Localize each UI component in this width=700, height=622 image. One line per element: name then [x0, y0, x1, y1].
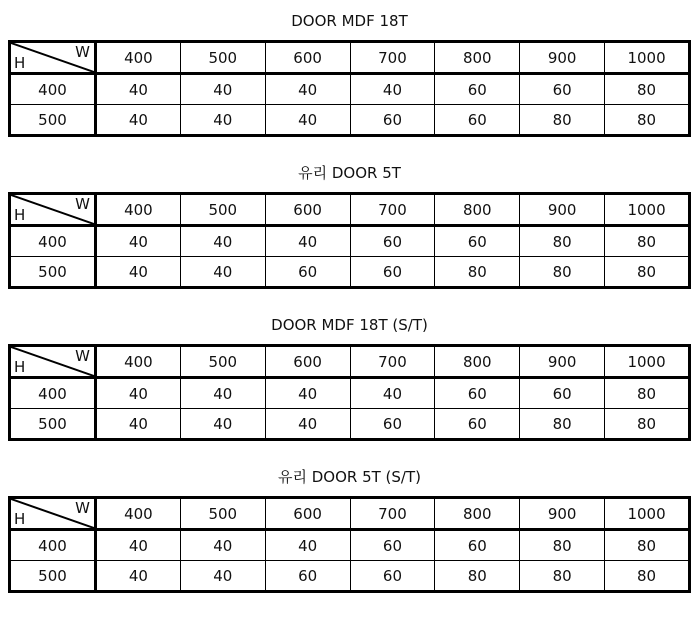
- table-row: [10, 74, 690, 105]
- value-cell: 80: [520, 530, 605, 561]
- width-header-cell: 800: [435, 346, 520, 378]
- width-axis-label: W: [75, 43, 90, 61]
- value-cell: 60: [350, 226, 435, 257]
- height-header-cell: 500: [10, 409, 96, 440]
- value-cell: 80: [605, 105, 690, 136]
- width-axis-label: W: [75, 195, 90, 213]
- height-header-cell: 500: [10, 257, 96, 288]
- width-axis-label: W: [75, 347, 90, 365]
- width-header-cell: 600: [265, 194, 350, 226]
- width-header-cell: 700: [350, 346, 435, 378]
- value-cell: 80: [605, 409, 690, 440]
- value-cell: 80: [520, 226, 605, 257]
- width-header-cell: 600: [265, 498, 350, 530]
- table-row: [10, 105, 690, 136]
- value-cell: 80: [605, 74, 690, 105]
- height-axis-label: H: [14, 358, 26, 376]
- width-header-cell: 400: [96, 346, 181, 378]
- value-cell: 80: [605, 530, 690, 561]
- height-axis-label: H: [14, 206, 26, 224]
- corner-cell: [10, 194, 96, 226]
- value-cell: 60: [435, 378, 520, 409]
- height-header-cell: 400: [10, 226, 96, 257]
- value-cell: 40: [96, 74, 181, 105]
- value-cell: 60: [435, 226, 520, 257]
- value-cell: 40: [96, 105, 181, 136]
- value-cell: 80: [435, 257, 520, 288]
- width-header-cell: 500: [180, 498, 265, 530]
- width-header-cell: 900: [520, 498, 605, 530]
- value-cell: 40: [180, 409, 265, 440]
- table-title: DOOR MDF 18T: [291, 12, 408, 30]
- size-table: [8, 496, 691, 593]
- height-axis-label: H: [14, 54, 26, 72]
- value-cell: 40: [180, 378, 265, 409]
- value-cell: 60: [520, 74, 605, 105]
- width-header-cell: 1000: [605, 498, 690, 530]
- width-header-cell: 400: [96, 498, 181, 530]
- value-cell: 40: [350, 74, 435, 105]
- width-header-cell: 900: [520, 346, 605, 378]
- table-row: [10, 409, 690, 440]
- value-cell: 40: [265, 74, 350, 105]
- value-cell: 80: [605, 226, 690, 257]
- corner-cell: [10, 42, 96, 74]
- width-header-cell: 1000: [605, 42, 690, 74]
- value-cell: 80: [520, 561, 605, 592]
- value-cell: 40: [96, 257, 181, 288]
- width-header-cell: 900: [520, 42, 605, 74]
- width-header-cell: 1000: [605, 194, 690, 226]
- value-cell: 40: [96, 226, 181, 257]
- value-cell: 40: [96, 409, 181, 440]
- value-cell: 80: [520, 257, 605, 288]
- value-cell: 40: [180, 105, 265, 136]
- width-header-cell: 500: [180, 42, 265, 74]
- value-cell: 40: [180, 257, 265, 288]
- table-row: [10, 378, 690, 409]
- value-cell: 40: [180, 74, 265, 105]
- value-cell: 40: [350, 378, 435, 409]
- value-cell: 80: [520, 409, 605, 440]
- value-cell: 80: [520, 105, 605, 136]
- width-header-cell: 700: [350, 194, 435, 226]
- height-header-cell: 400: [10, 74, 96, 105]
- header-row: [10, 194, 690, 226]
- width-header-cell: 800: [435, 42, 520, 74]
- header-row: [10, 42, 690, 74]
- width-axis-label: W: [75, 499, 90, 517]
- price-table-block: [8, 10, 691, 137]
- value-cell: 60: [265, 257, 350, 288]
- value-cell: 40: [180, 530, 265, 561]
- value-cell: 60: [435, 105, 520, 136]
- value-cell: 80: [605, 378, 690, 409]
- width-header-cell: 500: [180, 194, 265, 226]
- value-cell: 80: [605, 257, 690, 288]
- table-row: [10, 530, 690, 561]
- value-cell: 40: [265, 409, 350, 440]
- value-cell: 40: [265, 226, 350, 257]
- height-header-cell: 400: [10, 530, 96, 561]
- width-header-cell: 1000: [605, 346, 690, 378]
- header-row: [10, 346, 690, 378]
- width-header-cell: 600: [265, 42, 350, 74]
- height-header-cell: 500: [10, 561, 96, 592]
- width-header-cell: 800: [435, 194, 520, 226]
- width-header-cell: 400: [96, 194, 181, 226]
- value-cell: 80: [605, 561, 690, 592]
- value-cell: 40: [265, 530, 350, 561]
- value-cell: 60: [350, 530, 435, 561]
- table-title: 유리 DOOR 5T: [298, 164, 401, 182]
- price-table-block: [8, 466, 691, 593]
- table-title: DOOR MDF 18T (S/T): [271, 316, 428, 334]
- size-table: [8, 40, 691, 137]
- corner-cell: [10, 498, 96, 530]
- value-cell: 60: [350, 561, 435, 592]
- value-cell: 60: [520, 378, 605, 409]
- height-header-cell: 400: [10, 378, 96, 409]
- width-header-cell: 800: [435, 498, 520, 530]
- header-row: [10, 498, 690, 530]
- value-cell: 40: [265, 378, 350, 409]
- value-cell: 60: [265, 561, 350, 592]
- value-cell: 40: [265, 105, 350, 136]
- value-cell: 60: [350, 257, 435, 288]
- value-cell: 40: [96, 378, 181, 409]
- height-axis-label: H: [14, 510, 26, 528]
- value-cell: 60: [435, 409, 520, 440]
- size-table: [8, 192, 691, 289]
- width-header-cell: 900: [520, 194, 605, 226]
- value-cell: 60: [350, 105, 435, 136]
- width-header-cell: 700: [350, 498, 435, 530]
- price-table-block: [8, 314, 691, 441]
- height-header-cell: 500: [10, 105, 96, 136]
- value-cell: 60: [435, 530, 520, 561]
- table-row: [10, 226, 690, 257]
- value-cell: 40: [180, 561, 265, 592]
- value-cell: 60: [350, 409, 435, 440]
- value-cell: 40: [180, 226, 265, 257]
- table-title: 유리 DOOR 5T (S/T): [277, 468, 422, 486]
- value-cell: 40: [96, 530, 181, 561]
- value-cell: 80: [435, 561, 520, 592]
- width-header-cell: 600: [265, 346, 350, 378]
- value-cell: 40: [96, 561, 181, 592]
- width-header-cell: 500: [180, 346, 265, 378]
- size-table: [8, 344, 691, 441]
- width-header-cell: 700: [350, 42, 435, 74]
- table-row: [10, 561, 690, 592]
- corner-cell: [10, 346, 96, 378]
- price-table-block: [8, 162, 691, 289]
- value-cell: 60: [435, 74, 520, 105]
- width-header-cell: 400: [96, 42, 181, 74]
- table-row: [10, 257, 690, 288]
